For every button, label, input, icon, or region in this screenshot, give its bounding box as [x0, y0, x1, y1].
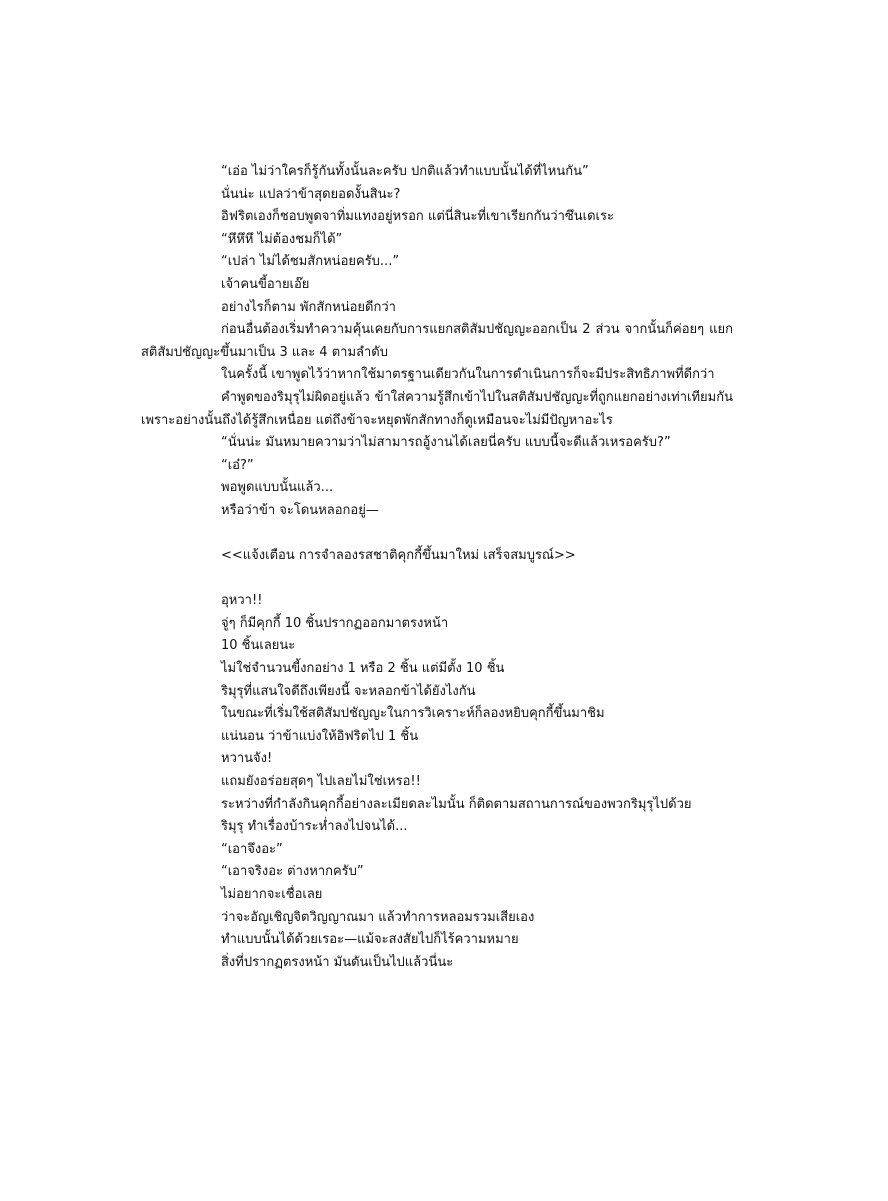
paragraph: ในขณะที่เริ่มใช้สติสัมปชัญญะในการวิเคราะห์ก็ลองหยิบคุกกี้ขึ้นมาชิม	[221, 706, 605, 722]
paragraph: “เอาจึงอะ”	[221, 841, 283, 857]
paragraph: 10 ชิ้นเลยนะ	[221, 638, 296, 654]
paragraph: ก่อนอื่นต้องเริ่มทำความคุ้นเคยกับการแยกสติสัมปชัญญะออกเป็น 2 ส่วน จากนั้นก็ค่อยๆ แยกสติสัมปชัญญะขึ้นมาเป็น 3 และ 4 ตามลำดับ	[141, 322, 733, 360]
paragraph: แถมยังอร่อยสุดๆ ไปเลยไม่ใช่เหรอ!!	[221, 774, 421, 790]
paragraph: ในครั้งนี้ เขาพูดไว้ว่าหากใช้มาตรฐานเดียวกันในการดำเนินการก็จะมีประสิทธิภาพที่ดีกว่า	[221, 367, 715, 383]
paragraph: “เอ๋?”	[221, 457, 254, 473]
paragraph: “เปล่า ไม่ได้ชมสักหน่อยครับ...”	[221, 254, 400, 270]
paragraph: ไม่อยากจะเชื่อเลย	[221, 887, 323, 902]
paragraph: ว่าจะอัญเชิญจิตวิญญาณมา แล้วทำการหลอมรวมเสียเอง	[221, 909, 535, 925]
paragraph: “นั่นน่ะ มันหมายความว่าไม่สามารถอู้งานได้เลยนี่ครับ แบบนี้จะดีแล้วเหรอครับ?”	[221, 435, 671, 451]
paragraph: หวานจัง!	[221, 751, 273, 767]
paragraph: อิฟริตเองก็ชอบพูดจาทิ่มแทงอยู่หรอก แต่นี่สินะที่เขาเรียกกันว่าซึนเดเระ	[221, 209, 614, 225]
paragraph: ริมุรุที่แสนใจดีถึงเพียงนี้ จะหลอกข้าได้ยังไงกัน	[221, 683, 476, 699]
paragraph: คำพูดของริมุรุไม่ผิดอยู่แล้ว ข้าใส่ความรู้สึกเข้าไปในสติสัมปชัญญะที่ถูกแยกอย่างเท่าเทียมกัน เพราะอย่างนั้นถึงได้รู้สึกเหนื่อย แต่ถึงข้าจะหยุดพักสักทางก็ดูเหมือนจะไม่มีปัญหาอะไร	[141, 389, 733, 428]
blank-line	[141, 568, 733, 591]
paragraph: อย่างไรก็ตาม พักสักหน่อยดีกว่า	[221, 299, 396, 315]
paragraph: พอพูดแบบนั้นแล้ว...	[221, 480, 334, 496]
paragraph: แน่นอน ว่าข้าแบ่งให้อิฟริตไป 1 ชิ้น	[221, 728, 419, 744]
paragraph: อุหวา!!	[221, 593, 263, 609]
paragraph: ริมุรุ ทำเรื่องบ้าระห่ำลงไปจนได้...	[221, 819, 408, 835]
paragraph: นั่นน่ะ แปลว่าข้าสุดยอดงั้นสินะ?	[221, 186, 401, 202]
novel-text	[141, 161, 733, 974]
paragraph: จู่ๆ ก็มีคุกกี้ 10 ชิ้นปรากฏออกมาตรงหน้า	[221, 615, 449, 631]
paragraph: สิ่งที่ปรากฏตรงหน้า มันดันเป็นไปแล้วนี่นะ	[221, 954, 454, 970]
paragraph: หรือว่าข้า จะโดนหลอกอยู่—	[221, 502, 379, 518]
paragraph: ทำแบบนั้นได้ด้วยเรอะ—แม้จะสงสัยไปก็ไร้ความหมาย	[221, 932, 519, 948]
paragraph: “เอ่อ ไม่ว่าใครก็รู้กันทั้งนั้นละครับ ปกติแล้วทำแบบนั้นได้ที่ไหนกัน”	[221, 164, 589, 179]
paragraph: “หึหึหึ ไม่ต้องชมก็ได้”	[221, 231, 343, 247]
paragraph: “เอาจริงอะ ต่างหากครับ”	[221, 864, 364, 880]
paragraph: ไม่ใช่จำนวนขี้งกอย่าง 1 หรือ 2 ชิ้น แต่มีตั้ง 10 ชิ้น	[221, 661, 505, 677]
paragraph: เจ้าคนขี้อายเอ๊ย	[221, 276, 310, 292]
paragraph: ระหว่างที่กำลังกินคุกกี้อย่างละเมียดละไมนั้น ก็ติดตามสถานการณ์ของพวกริมุรุไปด้วย	[221, 796, 692, 812]
blank-line	[141, 523, 733, 546]
system-notice: <<แจ้งเตือน การจำลองรสชาติคุกกี้ขึ้นมาใหม่ เสร็จสมบูรณ์>>	[221, 548, 576, 564]
